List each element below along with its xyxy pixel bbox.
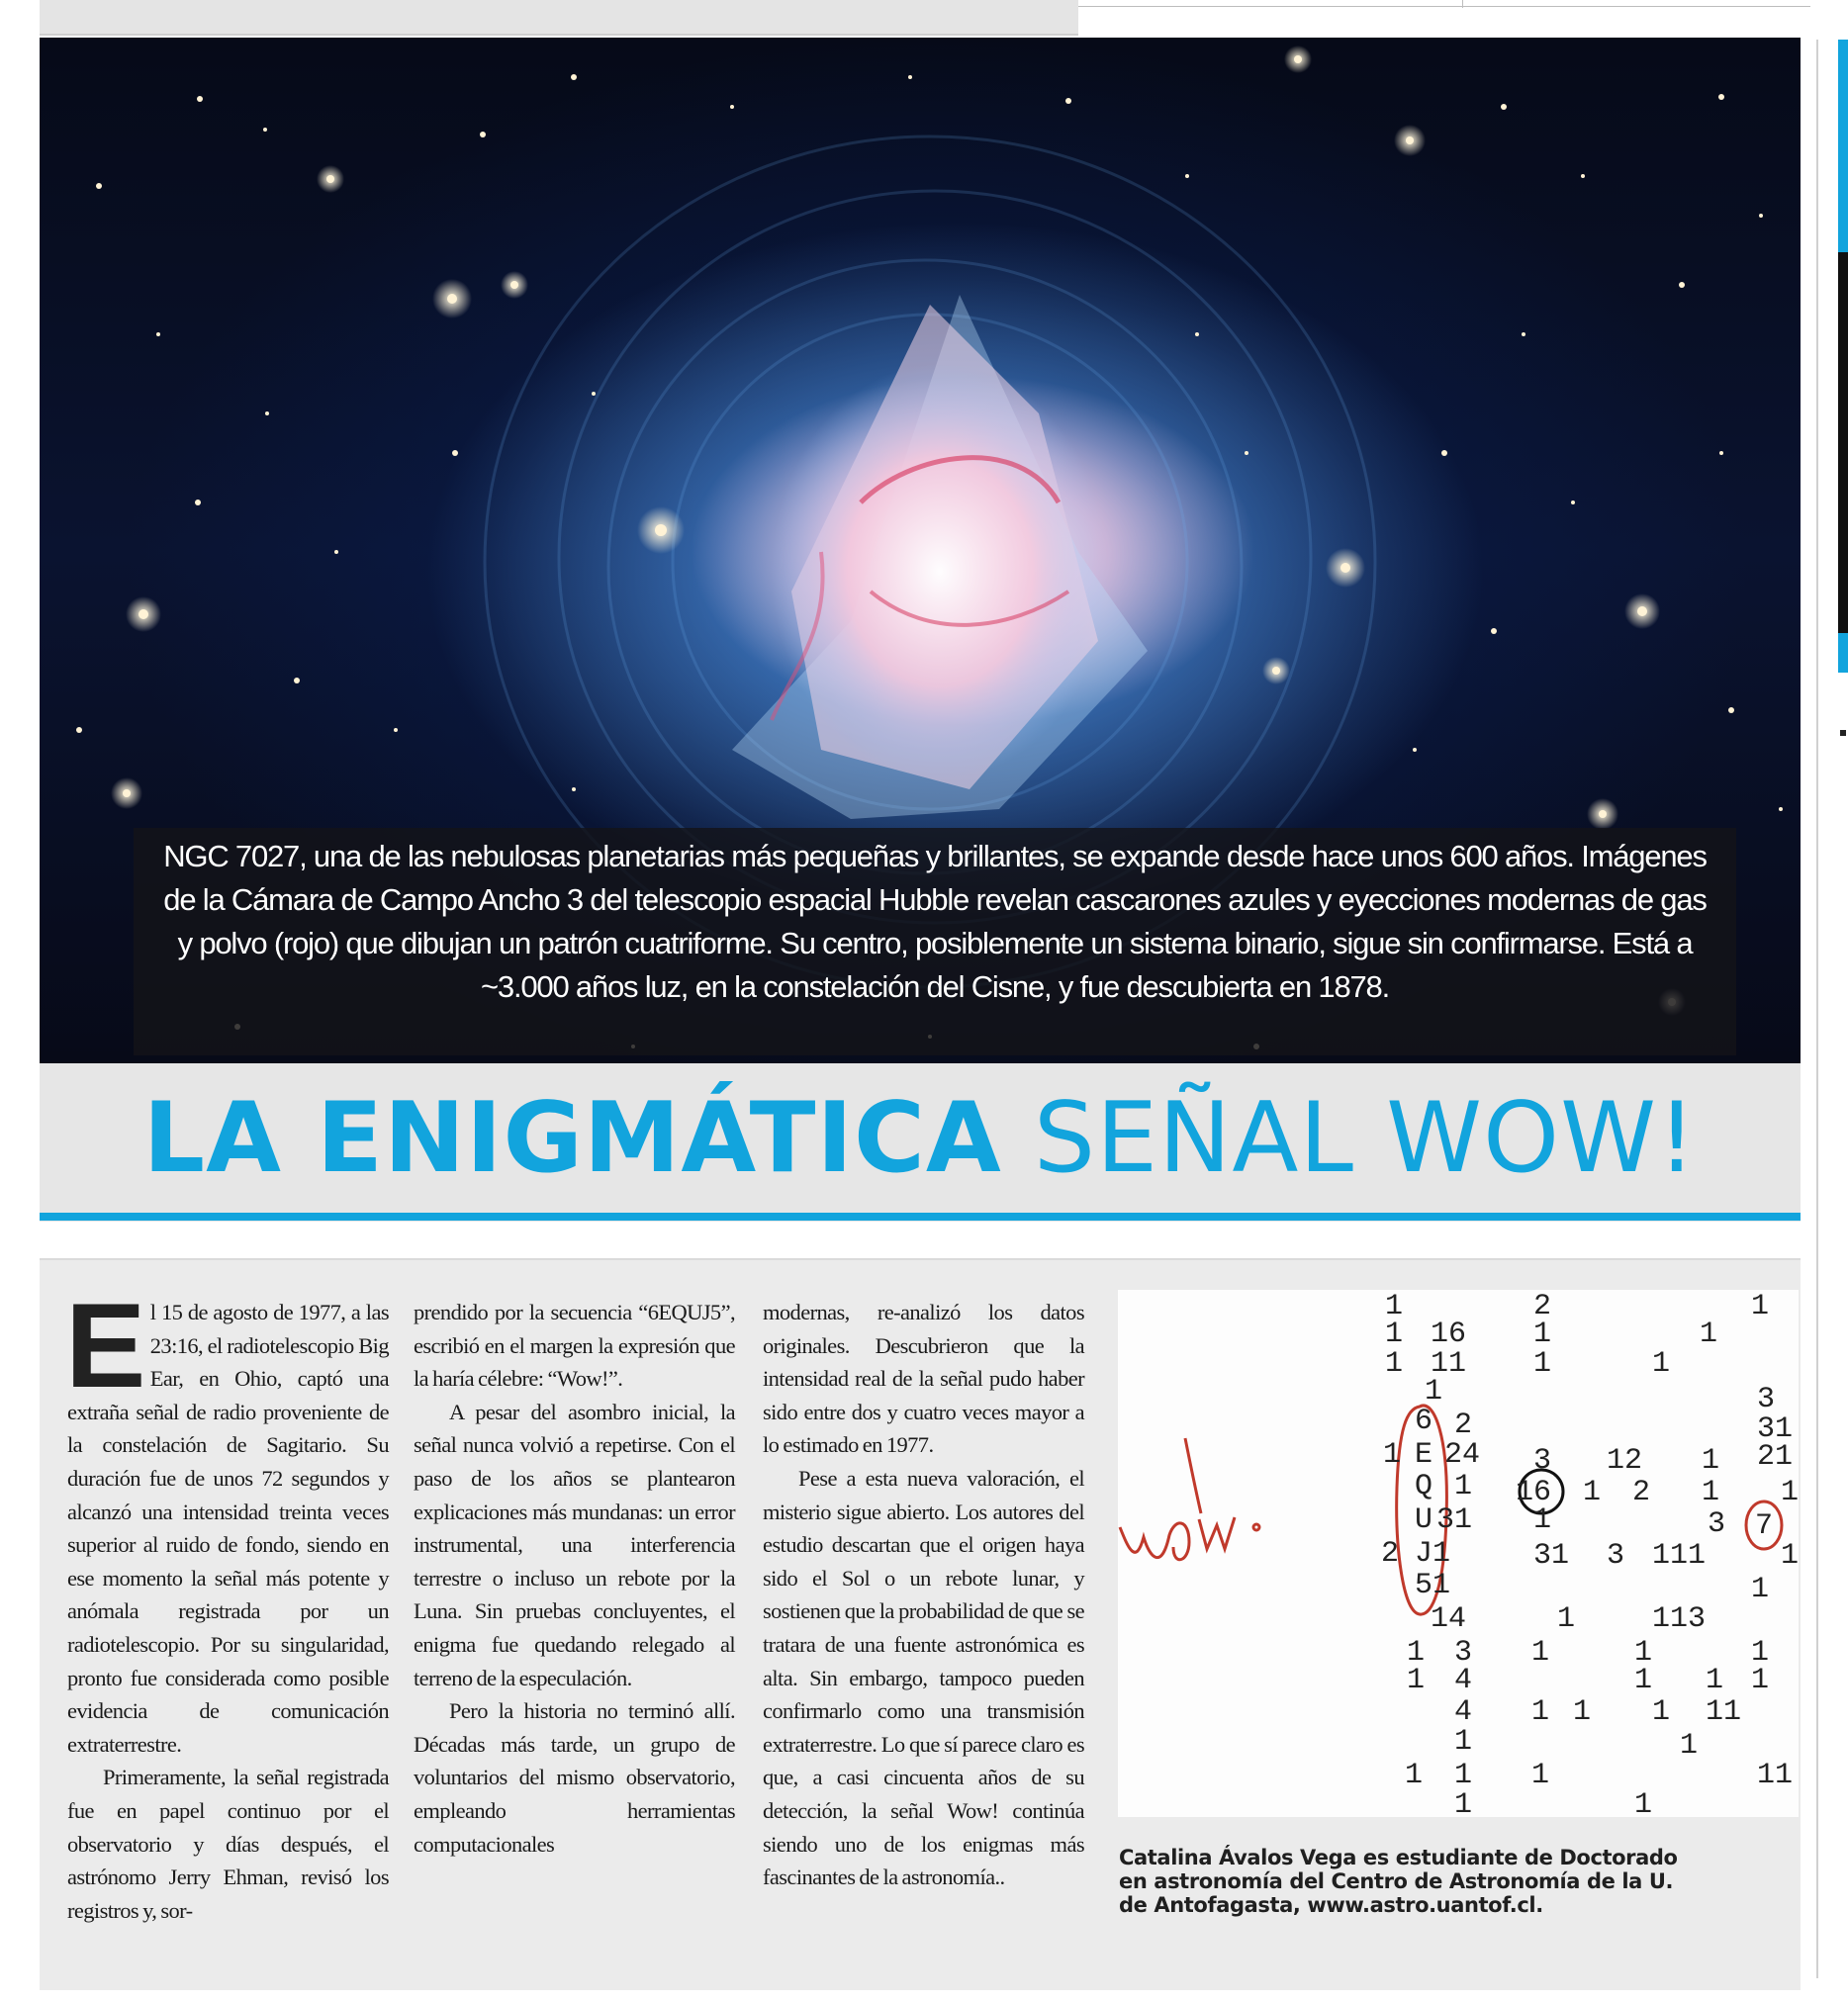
- seq-6: 6: [1415, 1405, 1433, 1438]
- headline-band: [40, 1063, 1801, 1222]
- headline-bold: LA ENIGMÁTICA: [142, 1082, 1002, 1195]
- seq-J: J: [1415, 1537, 1433, 1571]
- author-credit: Catalina Ávalos Vega es estudiante de Doctorado en astronomía del Centro de Astronomía de la U. de Antofagasta, www.astro.uantof.cl.: [1119, 1846, 1678, 1917]
- col2-paragraph-3: Pero la historia no terminó allí. Décadas más tarde, un grupo de voluntarios del mismo observatorio, empleando herramientas computacionales: [414, 1698, 735, 1857]
- col3-paragraph-2: Pese a esta nueva valoración, el misterio sigue abierto. Los autores del estudio descartan que el origen haya sido el Sol o un rebote lunar, y sostienen que la probabilidad de que se tratara de una fuente astronómica es alta. Sin embargo, tampoco pueden confirmarlo como una transmisión extraterrestre. Lo que sí parece claro es que, a casi cincuenta años de su detección, la señal Wow! continúa siendo uno de los enigmas más fascinantes de la astronomía..: [763, 1465, 1084, 1890]
- adjacent-blue-block: [1838, 40, 1848, 252]
- col2-paragraph-1: prendido por la secuencia “6EQUJ5”, escribió en el margen la expresión que la haría célebre: “Wow!”.: [414, 1300, 735, 1392]
- article-top-rule: [40, 1258, 1801, 1260]
- column-divider: [1816, 40, 1818, 1978]
- article-column-1: [65, 1278, 389, 1927]
- adjacent-bullet: [1840, 730, 1846, 736]
- seq-5: 5: [1415, 1569, 1433, 1602]
- col1-paragraph-2: Primeramente, la señal registrada fue en papel continuo por el observatorio y días después, el astrónomo Jerry Ehman, revisó los registros y, sor-: [67, 1765, 389, 1923]
- seq-Q: Q: [1415, 1470, 1433, 1503]
- article-column-2: [414, 1296, 735, 1861]
- printout-digits: 1 2 1 1 16 1 1 1 11 1 1 1 3 6 2 31 1 E 24 3 12 1 21 Q 1 1 6 1 2 1 1 U 31 1 3 7 2 J 1 31 3 111 1 5 1 1 14 1 113 1 3 1 1 1 1 4 1 1 1 4 1 1 1 11 1 1 1 1 1 11 1 1: [1381, 1290, 1799, 1817]
- adjacent-blue-tab: [1838, 633, 1848, 673]
- col2-paragraph-2: A pesar del asombro inicial, la señal nunca volvió a repetirse. Con el paso de los años se plantearon explicaciones más mundanas: un error instrumental, una interferencia terrestre o incluso un rebote por la Luna. Sin pruebas concluyentes, el enigma fue quedando relegado al terreno de la especulación.: [414, 1399, 735, 1690]
- circled-6-digit: 6: [1533, 1476, 1552, 1509]
- nebula-photo: [40, 38, 1801, 1063]
- circled-7-digit: 7: [1755, 1509, 1774, 1543]
- adjacent-dark-photo: [1838, 252, 1848, 633]
- top-rule-tick: [1462, 0, 1463, 8]
- wow-printout-photo: [1118, 1290, 1799, 1817]
- top-gray-band: [40, 0, 1078, 36]
- headline: [40, 1079, 1801, 1198]
- nebula-core: [732, 295, 1148, 819]
- headline-rule: [40, 1213, 1801, 1221]
- col3-paragraph-1: modernas, re-analizó los datos originales. Descubrieron que la intensidad real de la señal pudo haber sido entre dos y cuatro veces mayor a lo estimado en 1977.: [763, 1300, 1084, 1458]
- seq-U: U: [1415, 1503, 1433, 1537]
- top-strip: [0, 0, 1848, 34]
- top-rule: [1078, 6, 1810, 7]
- photo-caption: NGC 7027, una de las nebulosas planetarias más pequeñas y brillantes, se expande desde hace unos 600 años. Imágenes de la Cámara de Campo Ancho 3 del telescopio espacial Hubble revelan cascarones azules y eyecciones modernas de gas y polvo (rojo) que dibujan un patrón cuatriforme. Su centro, posiblemente un sistema binario, sigue sin confirmarse. Está a ~3.000 años luz, en la constelación del Cisne, y fue descubierta en 1878.: [163, 839, 1707, 1004]
- article-column-3: [763, 1296, 1084, 1894]
- col1-paragraph-1: l 15 de agosto de 1977, a las 23:16, el radiotelescopio Big Ear, en Ohio, captó una extraña señal de radio proveniente de la constelación de Sagitario. Su duración fue de unos 72 segundos y alcanzó una intensidad treinta veces superior al ruido de fondo, siendo en ese momento la señal más potente y anómala registrada por un radiotelescopio. Por su singularidad, pronto fue considerada como posible evidencia de comunicación extraterrestre.: [67, 1300, 389, 1757]
- drop-cap: E: [65, 1278, 145, 1412]
- headline-light: SEÑAL WOW!: [1033, 1082, 1698, 1195]
- seq-E: E: [1415, 1438, 1433, 1472]
- adjacent-column: [1816, 0, 1848, 2002]
